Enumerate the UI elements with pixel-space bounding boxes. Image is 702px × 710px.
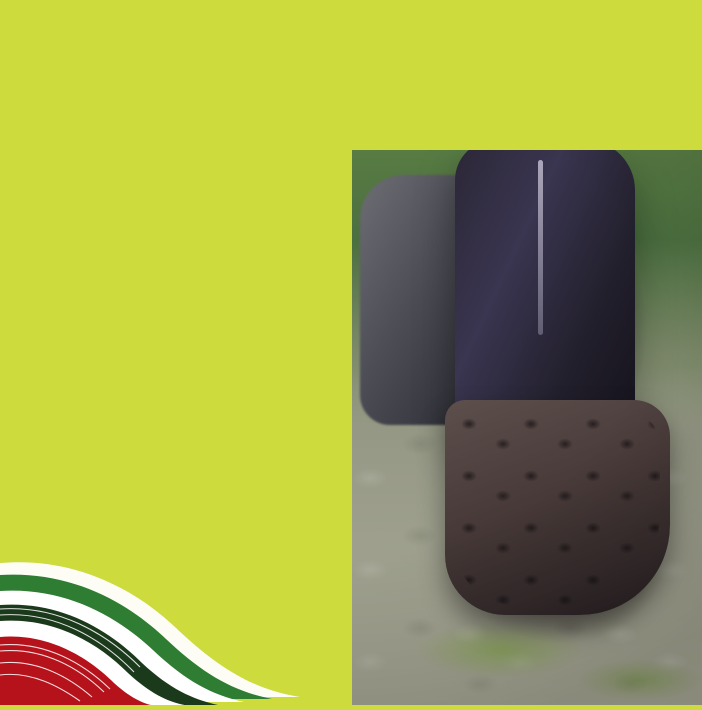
lime-header-band <box>0 0 702 150</box>
lime-bottom-band <box>0 570 352 705</box>
lime-left-band <box>0 150 352 570</box>
